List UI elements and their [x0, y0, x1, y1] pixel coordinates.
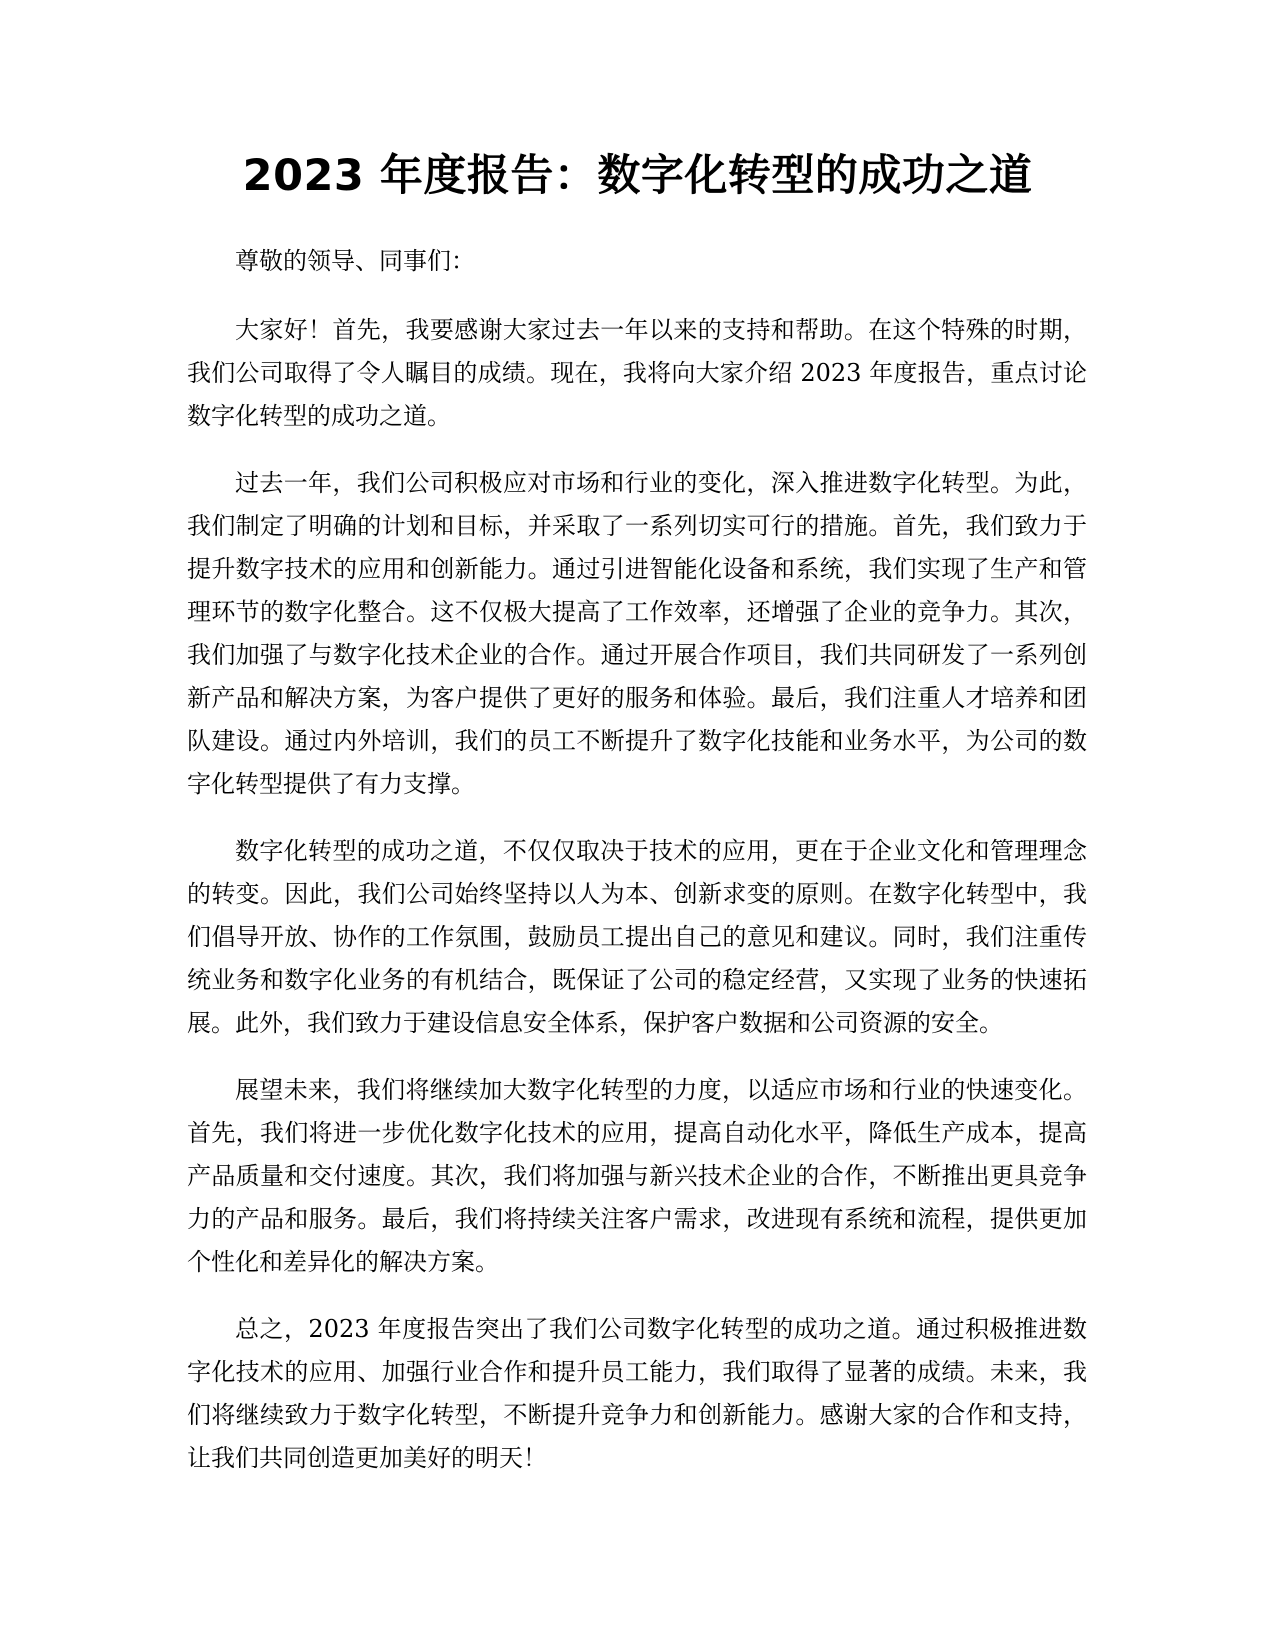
document-title: 2023 年度报告：数字化转型的成功之道: [242, 151, 1033, 201]
paragraph-conclusion: 总之，2023 年度报告突出了我们公司数字化转型的成功之道。通过积极推进数字化技术的应用、加强行业合作和提升员工能力，我们取得了显著的成绩。未来，我们将继续致力于数字化转型，不断提升竞争力和创新能力。感谢大家的合作和支持，让我们共同创造更加美好的明天！: [187, 1315, 1087, 1472]
paragraph-past-year: 过去一年，我们公司积极应对市场和行业的变化，深入推进数字化转型。为此，我们制定了明确的计划和目标，并采取了一系列切实可行的措施。首先，我们致力于提升数字技术的应用和创新能力。通过引进智能化设备和系统，我们实现了生产和管理环节的数字化整合。这不仅极大提高了工作效率，还增强了企业的竞争力。其次，我们加强了与数字化技术企业的合作。通过开展合作项目，我们共同研发了一系列创新产品和解决方案，为客户提供了更好的服务和体验。最后，我们注重人才培养和团队建设。通过内外培训，我们的员工不断提升了数字化技能和业务水平，为公司的数字化转型提供了有力支撑。: [187, 469, 1087, 798]
salutation: 尊敬的领导、同事们：: [235, 247, 475, 275]
paragraph-opening: 大家好！首先，我要感谢大家过去一年以来的支持和帮助。在这个特殊的时期，我们公司取得了令人瞩目的成绩。现在，我将向大家介绍 2023 年度报告，重点讨论数字化转型的成功之道。: [187, 316, 1087, 430]
paragraph-culture: 数字化转型的成功之道，不仅仅取决于技术的应用，更在于企业文化和管理理念的转变。因此，我们公司始终坚持以人为本、创新求变的原则。在数字化转型中，我们倡导开放、协作的工作氛围，鼓励员工提出自己的意见和建议。同时，我们注重传统业务和数字化业务的有机结合，既保证了公司的稳定经营，又实现了业务的快速拓展。此外，我们致力于建设信息安全体系，保护客户数据和公司资源的安全。: [187, 837, 1087, 1037]
paragraph-outlook: 展望未来，我们将继续加大数字化转型的力度，以适应市场和行业的快速变化。首先，我们将进一步优化数字化技术的应用，提高自动化水平，降低生产成本，提高产品质量和交付速度。其次，我们将加强与新兴技术企业的合作，不断推出更具竞争力的产品和服务。最后，我们将持续关注客户需求，改进现有系统和流程，提供更加个性化和差异化的解决方案。: [187, 1076, 1087, 1276]
document-body: [187, 240, 1087, 1504]
